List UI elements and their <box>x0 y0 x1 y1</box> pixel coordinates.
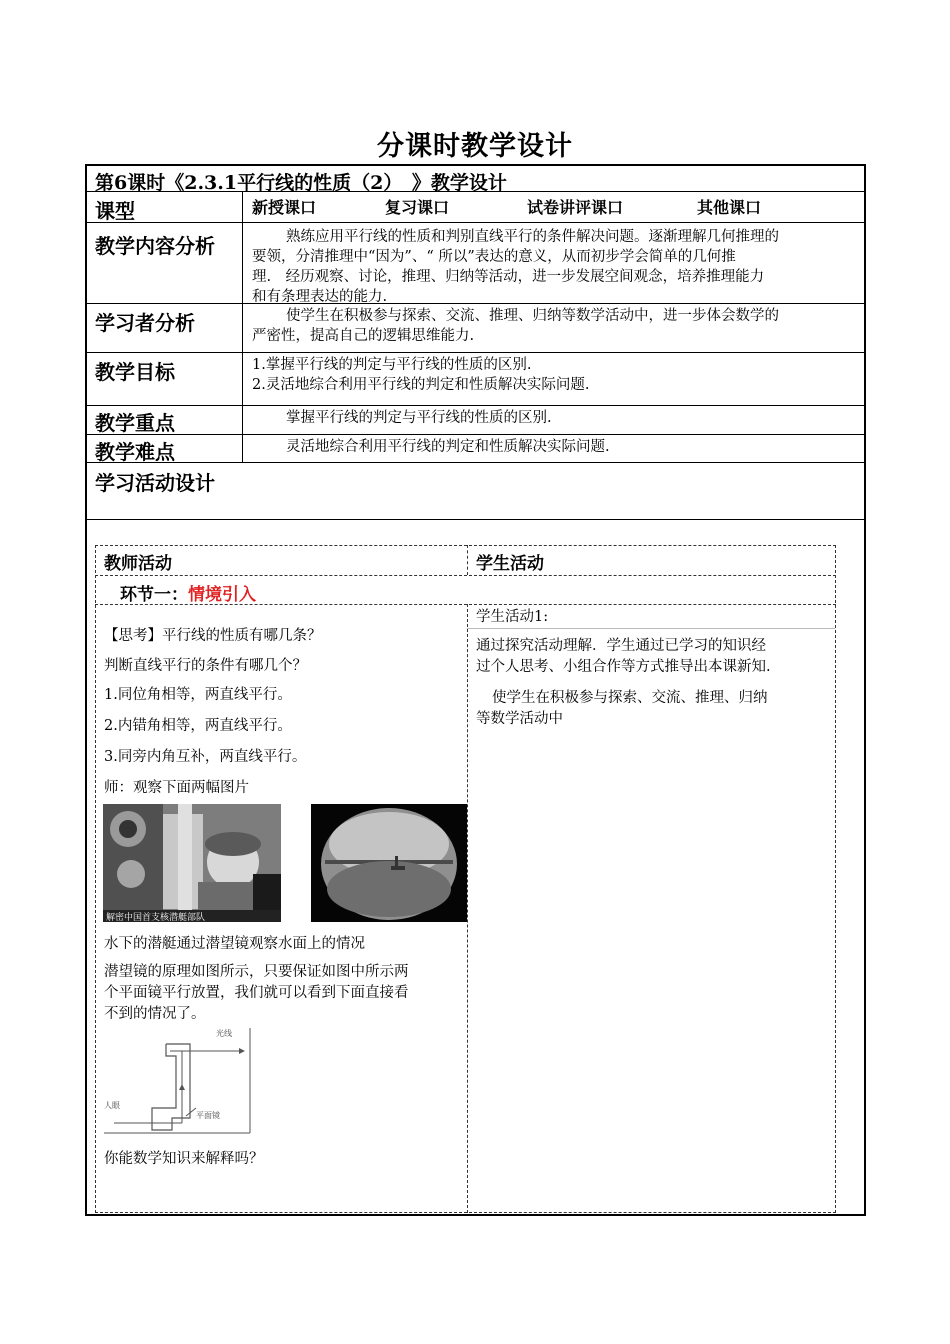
page-title: 分课时教学设计 <box>377 131 573 162</box>
light-label: 光线 <box>216 1029 232 1038</box>
course-type-review[interactable]: 复习课口 <box>385 198 450 217</box>
content-analysis-text: 熟练应用平行线的性质和判别直线平行的条件解决问题。逐渐理解几何推理的 要领，分清推理中“因为”、“ 所以”表达的意义，从而初步学会简单的几何推 理. 经历观察、讨论，推理、归纳等活动，进一步发展空间观念，培养推理能力 和有条理表达的能力. <box>252 229 779 305</box>
student-activity-text-2: 使学生在积极参与探索、交流、推理、归纳 等数学活动中 <box>476 690 768 727</box>
periscope-principle: 潜望镜的原理如图所示，只要保证如图中所示两 个平面镜平行放置，我们就可以看到下面直接看 不到的情况了。 <box>104 964 409 1022</box>
difficulty-label: 教学难点 <box>95 440 175 464</box>
student-activity-header: 学生活动 <box>476 554 544 574</box>
section-title: 环节一：情境引入 <box>120 585 256 605</box>
objectives-text: 1.掌握平行线的判定与平行线的性质的区别. 2.灵活地综合利用平行线的判定和性质解决实际问题. <box>252 357 590 393</box>
periscope-diagram <box>104 1026 254 1138</box>
explain-question: 你能数学知识来解释吗？ <box>104 1151 264 1167</box>
student-activity-text-1: 通过探究活动理解．学生通过已学习的知识经 过个人思考、小组合作等方式推导出本课新知. <box>476 638 771 675</box>
content-analysis-label: 教学内容分析 <box>95 234 215 258</box>
teacher-activity-header: 教师活动 <box>104 554 172 574</box>
lesson-title: 第6课时《2.3.1平行线的性质（2） 》教学设计 <box>95 172 507 194</box>
submarine-crew-photo <box>103 804 281 922</box>
section-name: 情境引入 <box>188 585 256 605</box>
periscope-view-photo <box>311 804 467 922</box>
course-type-exam-review[interactable]: 试卷讲评课口 <box>527 198 624 217</box>
course-type-label: 课型 <box>95 199 135 223</box>
rule-item-3: 3.同旁内角互补，两直线平行。 <box>104 749 307 765</box>
photo-caption: 解密中国首支核潜艇部队 <box>106 913 206 922</box>
inner-table-border <box>95 545 836 546</box>
think-prompt: 【思考】平行线的性质有哪几条？ <box>104 628 322 644</box>
student-activity-title: 学生活动1: <box>476 609 549 625</box>
periscope-caption: 水下的潜艇通过潜望镜观察水面上的情况 <box>104 936 365 952</box>
mirror-label: 平面镜 <box>196 1111 220 1120</box>
rule-item-2: 2.内错角相等，两直线平行。 <box>104 718 292 734</box>
eye-label: 人眼 <box>104 1101 120 1110</box>
objectives-label: 教学目标 <box>95 360 175 384</box>
observe-instruction: 师：观察下面两幅图片 <box>104 780 249 796</box>
outer-table-border <box>85 164 866 166</box>
difficulty-text: 灵活地综合利用平行线的判定和性质解决实际问题. <box>286 439 610 455</box>
course-type-new[interactable]: 新授课口 <box>252 198 317 217</box>
learner-analysis-text: 使学生在积极参与探索、交流、推理、归纳等数学活动中，进一步体会数学的 严密性，提高自己的逻辑思维能力. <box>252 308 779 344</box>
judge-question: 判断直线平行的条件有哪几个？ <box>104 658 307 674</box>
key-point-label: 教学重点 <box>95 411 175 435</box>
course-type-other[interactable]: 其他课口 <box>697 198 762 217</box>
learner-analysis-label: 学习者分析 <box>95 311 195 335</box>
key-point-text: 掌握平行线的判定与平行线的性质的区别. <box>286 410 552 426</box>
rule-item-1: 1.同位角相等，两直线平行。 <box>104 687 292 703</box>
activity-design-label: 学习活动设计 <box>95 471 215 495</box>
